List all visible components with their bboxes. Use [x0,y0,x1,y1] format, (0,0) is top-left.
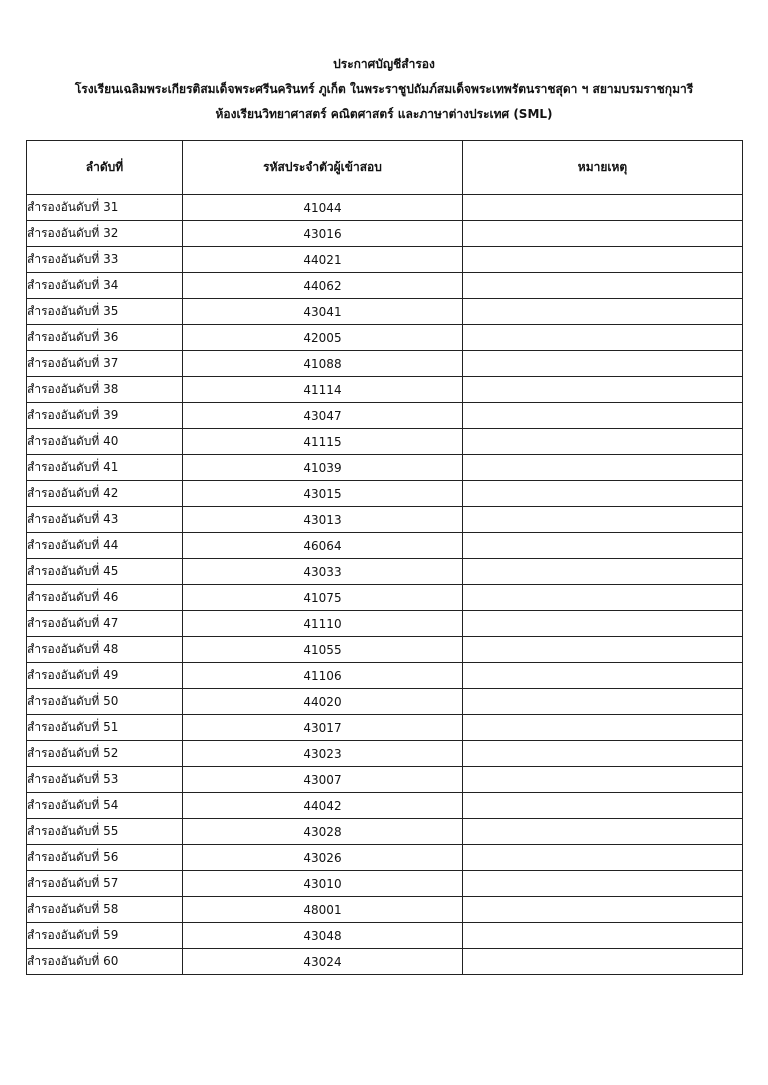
candidate-id-cell: 43007 [183,767,463,793]
table-row [27,195,743,221]
rank-cell: สำรองอันดับที่ 52 [27,741,183,767]
column-header-candidate-id: รหัสประจำตัวผู้เข้าสอบ [183,141,463,195]
candidate-id-cell: 41039 [183,455,463,481]
remarks-cell [463,923,743,949]
candidate-id-cell: 46064 [183,533,463,559]
remarks-cell [463,559,743,585]
table-row [27,221,743,247]
column-header-rank: ลำดับที่ [27,141,183,195]
table-row [27,325,743,351]
rank-cell: สำรองอันดับที่ 50 [27,689,183,715]
candidate-id-cell: 41044 [183,195,463,221]
table-row [27,429,743,455]
table-row [27,273,743,299]
reserve-list-table [26,140,743,975]
remarks-cell [463,247,743,273]
candidate-id-cell: 43033 [183,559,463,585]
remarks-cell [463,377,743,403]
rank-cell: สำรองอันดับที่ 54 [27,793,183,819]
remarks-cell [463,585,743,611]
remarks-cell [463,949,743,975]
remarks-cell [463,273,743,299]
candidate-id-cell: 41110 [183,611,463,637]
rank-cell: สำรองอันดับที่ 45 [27,559,183,585]
candidate-id-cell: 43010 [183,871,463,897]
remarks-cell [463,455,743,481]
rank-cell: สำรองอันดับที่ 47 [27,611,183,637]
rank-cell: สำรองอันดับที่ 49 [27,663,183,689]
table-row [27,819,743,845]
candidate-id-cell: 43015 [183,481,463,507]
rank-cell: สำรองอันดับที่ 36 [27,325,183,351]
rank-cell: สำรองอันดับที่ 41 [27,455,183,481]
table-header [27,141,743,195]
rank-cell: สำรองอันดับที่ 48 [27,637,183,663]
school-name: โรงเรียนเฉลิมพระเกียรติสมเด็จพระศรีนครินทร์ ภูเก็ต ในพระราชูปถัมภ์สมเด็จพระเทพรัตนราชสุดา ฯ สยามบรมราชกุมารี [74,82,694,96]
remarks-cell [463,299,743,325]
table-row [27,897,743,923]
candidate-id-cell: 43028 [183,819,463,845]
remarks-cell [463,637,743,663]
table-row [27,585,743,611]
candidate-id-cell: 43016 [183,221,463,247]
candidate-id-cell: 43041 [183,299,463,325]
candidate-id-cell: 41114 [183,377,463,403]
table-row [27,507,743,533]
table-body [27,195,743,975]
rank-cell: สำรองอันดับที่ 37 [27,351,183,377]
table-row [27,637,743,663]
rank-cell: สำรองอันดับที่ 43 [27,507,183,533]
candidate-id-cell: 41106 [183,663,463,689]
candidate-id-cell: 43013 [183,507,463,533]
remarks-cell [463,793,743,819]
candidate-id-cell: 43047 [183,403,463,429]
table-row [27,689,743,715]
candidate-id-cell: 44020 [183,689,463,715]
candidate-id-cell: 43024 [183,949,463,975]
table-row [27,611,743,637]
table-row [27,247,743,273]
table-row [27,351,743,377]
candidate-id-cell: 43048 [183,923,463,949]
table-header-row [27,141,743,195]
rank-cell: สำรองอันดับที่ 39 [27,403,183,429]
rank-cell: สำรองอันดับที่ 34 [27,273,183,299]
rank-cell: สำรองอันดับที่ 58 [27,897,183,923]
rank-cell: สำรองอันดับที่ 33 [27,247,183,273]
table-row [27,299,743,325]
candidate-id-cell: 43017 [183,715,463,741]
remarks-cell [463,221,743,247]
remarks-cell [463,871,743,897]
rank-cell: สำรองอันดับที่ 59 [27,923,183,949]
document-title: ประกาศบัญชีสำรอง [333,57,435,71]
candidate-id-cell: 42005 [183,325,463,351]
table-row [27,377,743,403]
rank-cell: สำรองอันดับที่ 57 [27,871,183,897]
column-header-remarks: หมายเหตุ [463,141,743,195]
candidate-id-cell: 41075 [183,585,463,611]
remarks-cell [463,429,743,455]
candidate-id-cell: 44062 [183,273,463,299]
candidate-id-cell: 44042 [183,793,463,819]
rank-cell: สำรองอันดับที่ 42 [27,481,183,507]
remarks-cell [463,481,743,507]
table-row [27,923,743,949]
candidate-id-cell: 43026 [183,845,463,871]
remarks-cell [463,819,743,845]
remarks-cell [463,663,743,689]
rank-cell: สำรองอันดับที่ 40 [27,429,183,455]
candidate-id-cell: 44021 [183,247,463,273]
rank-cell: สำรองอันดับที่ 55 [27,819,183,845]
remarks-cell [463,845,743,871]
remarks-cell [463,325,743,351]
candidate-id-cell: 41088 [183,351,463,377]
table-row [27,481,743,507]
table-row [27,871,743,897]
table-row [27,663,743,689]
table-row [27,403,743,429]
rank-cell: สำรองอันดับที่ 46 [27,585,183,611]
table-row [27,559,743,585]
rank-cell: สำรองอันดับที่ 38 [27,377,183,403]
candidate-id-cell: 41115 [183,429,463,455]
remarks-cell [463,611,743,637]
rank-cell: สำรองอันดับที่ 32 [27,221,183,247]
remarks-cell [463,195,743,221]
candidate-id-cell: 41055 [183,637,463,663]
rank-cell: สำรองอันดับที่ 60 [27,949,183,975]
table-row [27,845,743,871]
remarks-cell [463,507,743,533]
rank-cell: สำรองอันดับที่ 31 [27,195,183,221]
rank-cell: สำรองอันดับที่ 44 [27,533,183,559]
candidate-id-cell: 43023 [183,741,463,767]
rank-cell: สำรองอันดับที่ 35 [27,299,183,325]
candidate-id-cell: 48001 [183,897,463,923]
table-row [27,767,743,793]
table-row [27,741,743,767]
remarks-cell [463,897,743,923]
table-row [27,715,743,741]
document-header [0,52,768,127]
table-row [27,949,743,975]
remarks-cell [463,351,743,377]
remarks-cell [463,715,743,741]
remarks-cell [463,741,743,767]
program-name: ห้องเรียนวิทยาศาสตร์ คณิตศาสตร์ และภาษาต่างประเทศ (SML) [215,107,553,121]
table-row [27,455,743,481]
remarks-cell [463,403,743,429]
remarks-cell [463,767,743,793]
table-row [27,533,743,559]
rank-cell: สำรองอันดับที่ 56 [27,845,183,871]
remarks-cell [463,533,743,559]
table-row [27,793,743,819]
rank-cell: สำรองอันดับที่ 51 [27,715,183,741]
rank-cell: สำรองอันดับที่ 53 [27,767,183,793]
remarks-cell [463,689,743,715]
